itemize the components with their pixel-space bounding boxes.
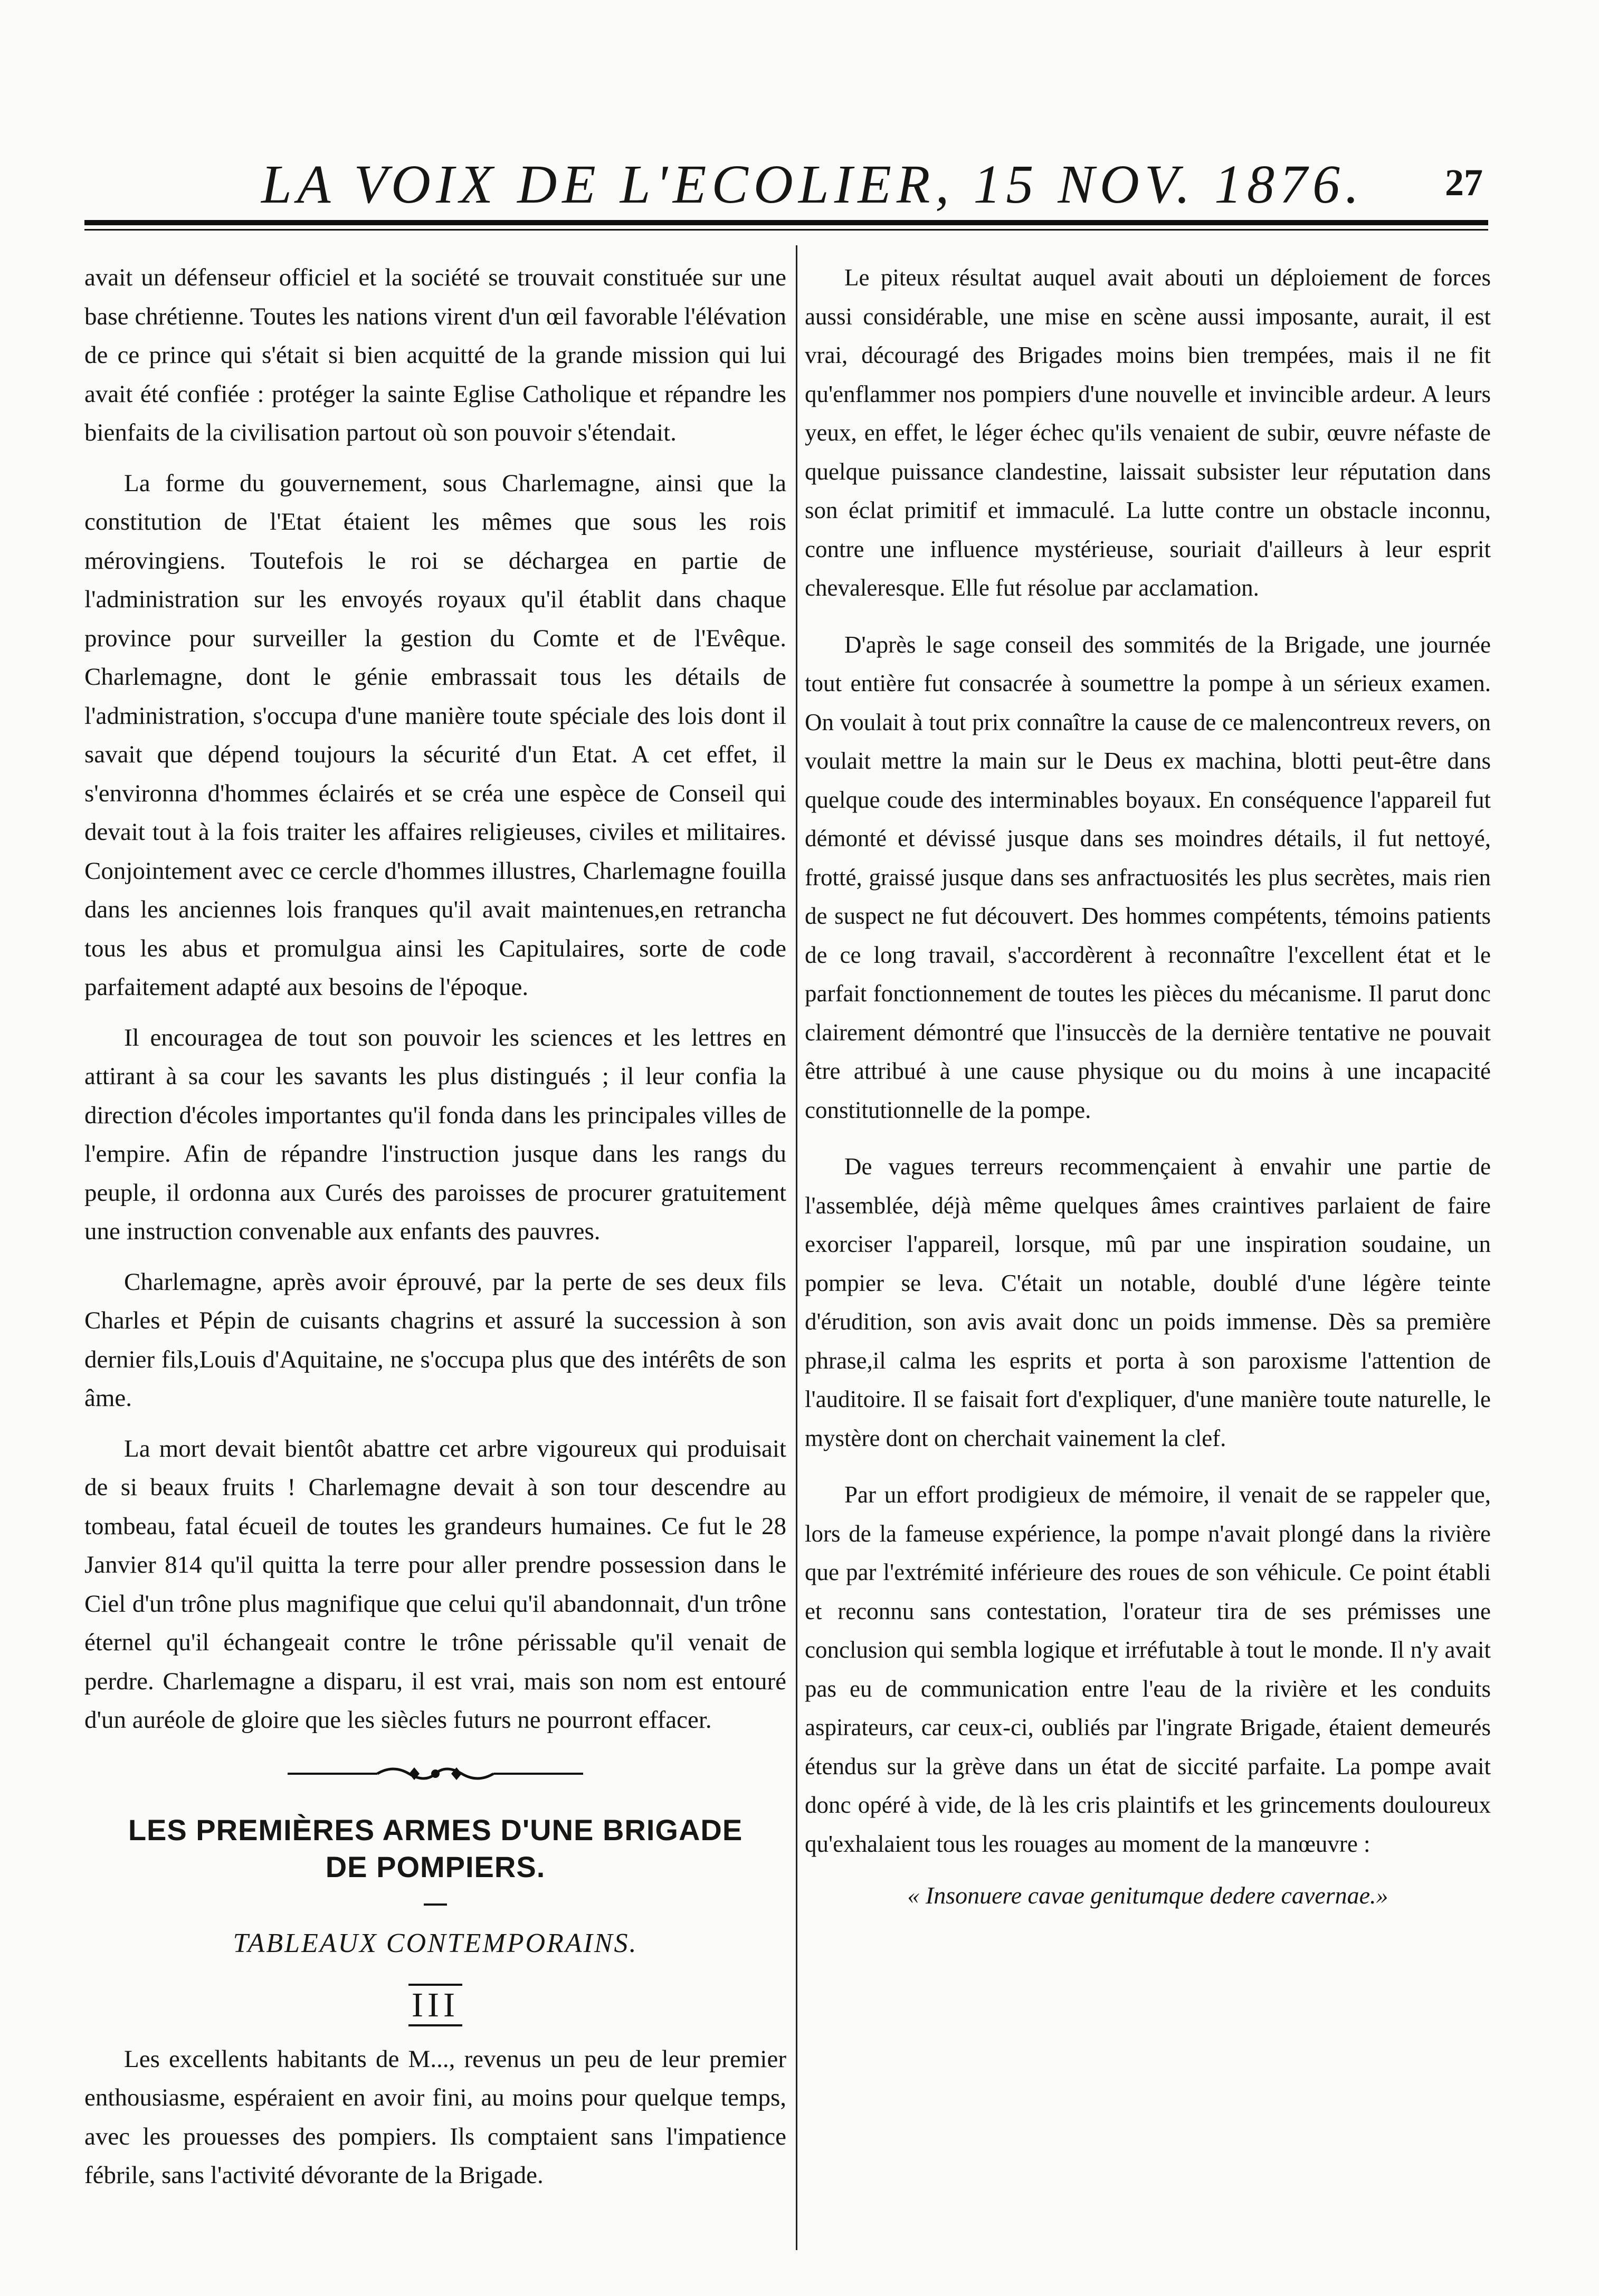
section-title-line-1: LES PREMIÈRES ARMES D'UNE BRIGADE <box>128 1813 743 1847</box>
right-paragraph-3: De vagues terreurs recommençaient à envahir une partie de l'assemblée, déjà même quelques âmes craintives parlaient de faire exorciser l'appareil, lorsque, mû par une inspiration soudaine, un pompier se leva. C'était un notable, doublé d'une légère teinte d'érudition, son avis avait donc un poids immense. Dès sa première phrase,il calma les esprits et porta à son paroxisme l'attention de l'auditoire. Il se faisait fort d'expliquer, d'une manière toute naturelle, le mystère dont on cherchait vainement la clef. <box>805 1153 1491 1451</box>
latin-quote: « Insonuere cavae genitumque dedere cavernae.» <box>907 1882 1388 1909</box>
left-paragraph-2: La forme du gouvernement, sous Charlemagne, ainsi que la constitution de l'Etat étaient les mêmes que sous les rois mérovingiens. Toutefois le roi se déchargea en partie de l'administration sur les envoyés royaux qu'il établit dans chaque province pour surveiller la gestion du Comte et de l'Evêque. Charlemagne, dont le génie embrassait tous les détails de l'administration, s'occupa d'une manière toute spéciale des lois dont il savait que dépend toujours la sécurité d'un Etat. A cet effet, il s'environna d'hommes éclairés et se créa une espèce de Conseil qui devait tout à la fois traiter les affaires religieuses, civiles et militaires. Conjointement avec ce cercle d'hommes illustres, Charlemagne fouilla dans les anciennes lois franques qu'il avait maintenues,en retrancha tous les abus et promulgua ainsi les Capitulaires, sorte de code parfaitement adapté aux besoins de l'époque. <box>84 469 786 1001</box>
masthead-title: LA VOIX DE L'ECOLIER, 15 NOV. 1876. <box>261 154 1365 215</box>
left-paragraph-3: Il encouragea de tout son pouvoir les sciences et les lettres en attirant à sa cour les savants les plus distingués ; il leur confia la direction d'écoles importantes qu'il fonda dans les principales villes de l'empire. Afin de répandre l'instruction jusque dans les rangs du peuple, il ordonna aux Curés des paroisses de procurer gratuitement une instruction convenable aux enfants des pauvres. <box>84 1023 786 1245</box>
header-rule-thick <box>84 220 1488 225</box>
section-title-line-2: DE POMPIERS. <box>325 1850 546 1883</box>
chapter-number-text: III <box>408 1984 462 2026</box>
page-number: 27 <box>1445 161 1483 204</box>
section-subtitle: TABLEAUX CONTEMPORAINS. <box>233 1928 638 1958</box>
left-paragraph-4: Charlemagne, après avoir éprouvé, par la perte de ses deux fils Charles et Pépin de cuisants chagrins et assuré la succession à son dernier fils,Louis d'Aquitaine, ne s'occupa plus que des intérêts de son âme. <box>84 1268 786 1412</box>
title-dash-separator <box>424 1903 447 1906</box>
column-divider <box>796 245 797 2250</box>
right-paragraph-4: Par un effort prodigieux de mémoire, il venait de se rappeler que, lors de la fameuse expérience, la pompe n'avait plongé dans la rivière que par l'extrémité inférieure des roues de son véhicule. Ce point établi et reconnu sans contestation, l'orateur tira de ses prémisses une conclusion qui sembla logique et irréfutable à tout le monde. Il n'y avait pas eu de communication entre l'eau de la rivière et les conduits aspirateurs, car ceux-ci, oubliés par l'ingrate Brigade, étaient demeurés étendus sur la grève dans un état de siccité parfaite. La pompe avait donc opéré à vide, de là les cris plaintifs et les grincements douloureux qu'exhalaient tous les rouages au moment de la manœuvre : <box>805 1481 1491 1857</box>
left-paragraph-1: avait un défenseur officiel et la société se trouvait constituée sur une base chrétienne. Toutes les nations virent d'un œil favorable l'élévation de ce prince qui s'était si bien acquitté de la grande mission qui lui avait été confiée : protéger la sainte Eglise Catholique et répandre les bienfaits de la civilisation partout où son pouvoir s'étendait. <box>84 264 786 446</box>
right-column <box>805 259 1491 1909</box>
page-header <box>84 150 1488 229</box>
left-paragraph-6: Les excellents habitants de M..., revenus un peu de leur premier enthousiasme, espéraient en avoir fini, au moins pour quelque temps, avec les prouesses des pompiers. Ils comptaient sans l'impatience fébrile, sans l'activité dévorante de la Brigade. <box>84 2045 786 2189</box>
chapter-number <box>84 1984 786 2026</box>
right-paragraph-2: D'après le sage conseil des sommités de la Brigade, une journée tout entière fut consacrée à soumettre la pompe à un sérieux examen. On voulait à tout prix connaître la cause de ce malencontreux revers, on voulait mettre la main sur le Deus ex machina, blotti peut-être dans quelque coude des interminables boyaux. En conséquence l'appareil fut démonté et dévissé jusque dans ses moindres détails, il fut nettoyé, frotté, graissé jusque dans ses anfractuosités les plus secrètes, mais rien de suspect ne fut découvert. Des hommes compétents, témoins patients de ce long travail, s'accordèrent à reconnaître l'excellent état et le parfait fonctionnement de toutes les pièces du mécanisme. Il parut donc clairement démontré que l'insuccès de la dernière tentative ne pouvait être attribué à une cause physique ou du moins à une incapacité constitutionnelle de la pompe. <box>805 631 1491 1123</box>
left-paragraph-5: La mort devait bientôt abattre cet arbre vigoureux qui produisait de si beaux fruits ! Charlemagne devait à son tour descendre au tombeau, fatal écueil de toutes les grandeurs humaines. Ce fut le 28 Janvier 814 qu'il quitta la terre pour aller prendre possession dans le Ciel d'un trône plus magnifique que celui qu'il abandonnait, d'un trône éternel qu'il échangeait contre le trône périssable qu'il venait de perdre. Charlemagne a disparu, il est vrai, mais son nom est entouré d'un auréole de gloire que les siècles futurs ne pourront effacer. <box>84 1434 786 1734</box>
ornament-divider-icon <box>288 1762 583 1785</box>
header-rule-thin <box>84 229 1488 231</box>
right-paragraph-1: Le piteux résultat auquel avait abouti un déploiement de forces aussi considérable, une mise en scène aussi imposante, aurait, il est vrai, découragé des Brigades moins bien trempées, mais il ne fit qu'enflammer nos pompiers d'une nouvelle et invincible ardeur. A leurs yeux, en effet, le léger échec qu'ils venaient de subir, œuvre néfaste de quelque puissance clandestine, laissait subsister leur réputation dans son éclat primitif et immaculé. La lutte contre un obstacle inconnu, contre une influence mystérieuse, souriait d'ailleurs à leur esprit chevaleresque. Elle fut résolue par acclamation. <box>805 264 1491 601</box>
left-column <box>84 259 786 2207</box>
